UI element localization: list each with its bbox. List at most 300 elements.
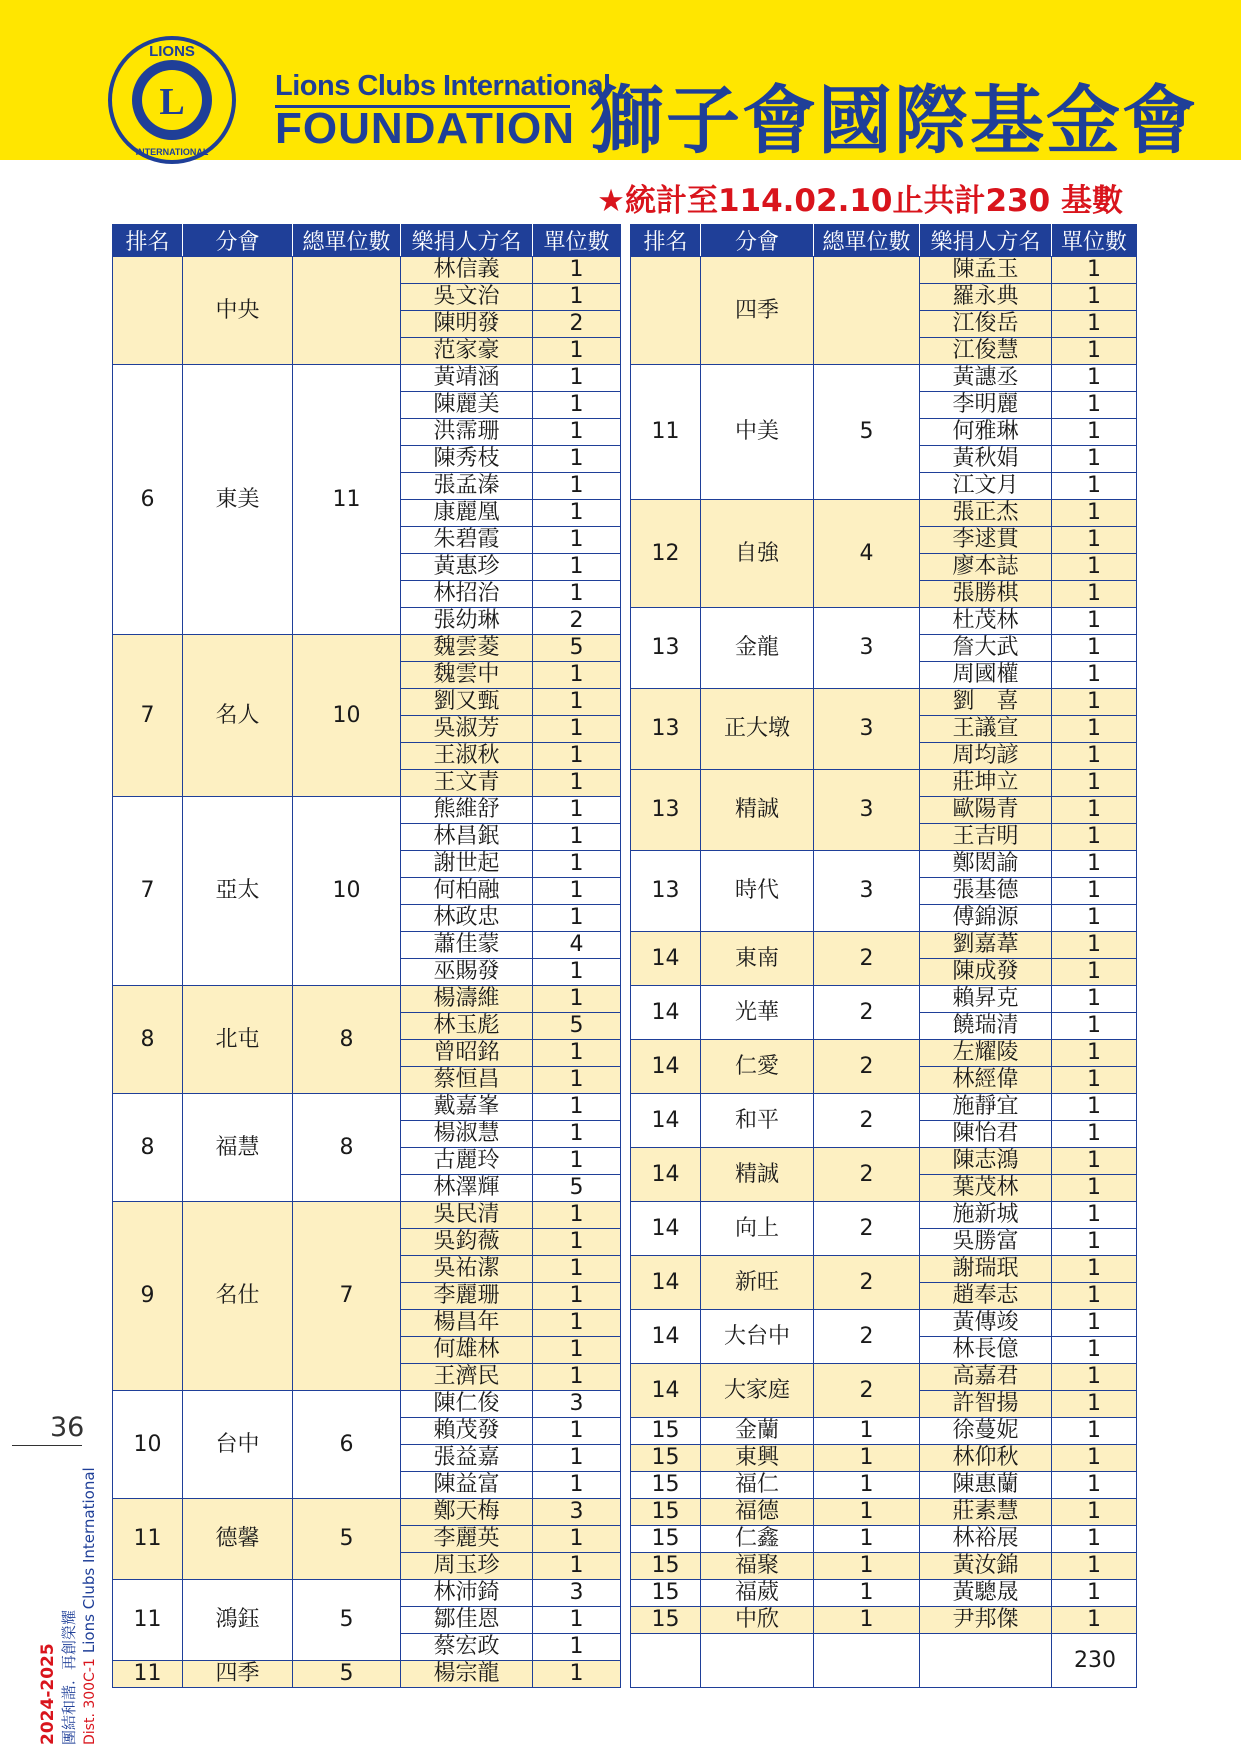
donor-name-cell: 蕭佳蒙 — [401, 932, 533, 959]
club-club-cell: 福仁 — [701, 1472, 814, 1499]
total-row — [631, 1634, 1137, 1688]
donor-units-cell: 1 — [1052, 959, 1137, 986]
table-row — [113, 365, 621, 392]
donor-units-cell: 1 — [533, 1229, 621, 1256]
club-club-cell: 東南 — [701, 932, 814, 986]
donor-units-cell: 1 — [1052, 446, 1137, 473]
donor-name-cell: 林玉彪 — [401, 1013, 533, 1040]
club-total-cell: 2 — [814, 1094, 920, 1148]
club-rank-cell: 11 — [113, 1499, 183, 1580]
footer-vertical-text — [38, 1455, 98, 1745]
donor-units-cell: 1 — [1052, 500, 1137, 527]
club-club-cell: 向上 — [701, 1202, 814, 1256]
donor-units-cell: 1 — [1052, 1526, 1137, 1553]
donor-units-cell: 1 — [533, 392, 621, 419]
footer-slogan: 團結和諧．再創榮耀 — [60, 1609, 78, 1745]
donor-name-cell: 林澤輝 — [401, 1175, 533, 1202]
donor-units-cell: 1 — [533, 824, 621, 851]
table-row — [631, 1202, 1137, 1229]
column-header: 樂捐人方名 — [401, 225, 533, 257]
donor-units-cell: 1 — [533, 1472, 621, 1499]
table-row — [631, 1445, 1137, 1472]
column-header: 總單位數 — [814, 225, 920, 257]
donor-units-cell: 1 — [1052, 311, 1137, 338]
table-row — [631, 986, 1137, 1013]
donor-units-cell: 3 — [533, 1499, 621, 1526]
club-total-cell: 3 — [814, 689, 920, 770]
donor-units-cell: 1 — [533, 1310, 621, 1337]
club-club-cell: 北屯 — [183, 986, 293, 1094]
donor-units-cell: 5 — [533, 1175, 621, 1202]
club-total-cell: 1 — [814, 1526, 920, 1553]
club-total-cell: 2 — [814, 1364, 920, 1418]
stat-note: ★統計至114.02.10止共計230 基數 — [597, 183, 1123, 219]
donor-name-cell: 朱碧霞 — [401, 527, 533, 554]
club-rank-cell: 14 — [631, 1148, 701, 1202]
club-club-cell: 中欣 — [701, 1607, 814, 1634]
club-total-cell: 8 — [293, 986, 401, 1094]
donor-name-cell: 陳仁俊 — [401, 1391, 533, 1418]
donor-name-cell: 黃秋娟 — [920, 446, 1052, 473]
footer-district: Dist. 300C-1 — [82, 1658, 98, 1745]
donor-name-cell: 張幼琳 — [401, 608, 533, 635]
donor-units-cell: 1 — [1052, 1256, 1137, 1283]
club-rank-cell: 13 — [631, 689, 701, 770]
donor-units-cell: 1 — [1052, 770, 1137, 797]
grand-total-cell: 230 — [1052, 1634, 1137, 1688]
donor-name-cell: 廖本誌 — [920, 554, 1052, 581]
donor-name-cell: 林長億 — [920, 1337, 1052, 1364]
donor-name-cell: 古麗玲 — [401, 1148, 533, 1175]
table-row — [631, 1364, 1137, 1391]
donor-name-cell: 張基德 — [920, 878, 1052, 905]
donor-units-cell: 1 — [1052, 797, 1137, 824]
club-rank-cell: 13 — [631, 851, 701, 932]
donor-units-cell: 1 — [1052, 878, 1137, 905]
donor-units-cell: 1 — [1052, 905, 1137, 932]
donor-name-cell: 林裕展 — [920, 1526, 1052, 1553]
donor-name-cell: 陳麗美 — [401, 392, 533, 419]
club-club-cell: 精誠 — [701, 1148, 814, 1202]
donor-name-cell: 吳民清 — [401, 1202, 533, 1229]
donor-units-cell: 1 — [533, 878, 621, 905]
donor-name-cell: 饒瑞清 — [920, 1013, 1052, 1040]
club-total-cell: 1 — [814, 1472, 920, 1499]
donor-name-cell: 施靜宜 — [920, 1094, 1052, 1121]
club-club-cell: 金蘭 — [701, 1418, 814, 1445]
column-header: 分會 — [701, 225, 814, 257]
donor-units-cell: 1 — [1052, 1121, 1137, 1148]
donor-name-cell: 李麗英 — [401, 1526, 533, 1553]
donor-name-cell: 賴茂發 — [401, 1418, 533, 1445]
table-row — [631, 1607, 1137, 1634]
table-row — [113, 1202, 621, 1229]
donor-name-cell: 許智揚 — [920, 1391, 1052, 1418]
table-row — [631, 1094, 1137, 1121]
donor-name-cell: 陳明發 — [401, 311, 533, 338]
table-row — [631, 257, 1137, 284]
donor-name-cell: 施新城 — [920, 1202, 1052, 1229]
donor-name-cell: 巫賜發 — [401, 959, 533, 986]
donor-name-cell: 蔡恒昌 — [401, 1067, 533, 1094]
donor-units-cell: 1 — [533, 1418, 621, 1445]
table-row — [113, 797, 621, 824]
donor-units-cell: 1 — [1052, 1553, 1137, 1580]
donor-units-cell: 1 — [1052, 1013, 1137, 1040]
donor-name-cell: 杜茂林 — [920, 608, 1052, 635]
donor-name-cell: 黃驄晟 — [920, 1580, 1052, 1607]
donor-name-cell: 楊濤維 — [401, 986, 533, 1013]
club-rank-cell: 13 — [631, 608, 701, 689]
donor-units-cell: 1 — [533, 1607, 621, 1634]
logo-text-bottom: INTERNATIONAL — [135, 147, 209, 157]
club-club-cell: 福慧 — [183, 1094, 293, 1202]
club-club-cell: 四季 — [183, 1661, 293, 1688]
donor-units-cell: 1 — [533, 662, 621, 689]
club-total-cell: 3 — [814, 770, 920, 851]
donor-name-cell: 陳孟玉 — [920, 257, 1052, 284]
table-row — [631, 1553, 1137, 1580]
lions-logo-icon — [108, 36, 236, 164]
donor-name-cell: 黃傳竣 — [920, 1310, 1052, 1337]
club-club-cell: 新旺 — [701, 1256, 814, 1310]
donor-name-cell: 詹大武 — [920, 635, 1052, 662]
donor-units-cell: 1 — [533, 473, 621, 500]
club-total-cell: 3 — [814, 851, 920, 932]
club-rank-cell — [113, 257, 183, 365]
donor-units-cell: 1 — [533, 1148, 621, 1175]
total-row-blank-cell — [814, 1634, 920, 1688]
donor-name-cell: 林信義 — [401, 257, 533, 284]
donor-units-cell: 1 — [1052, 1175, 1137, 1202]
donor-name-cell: 張孟溱 — [401, 473, 533, 500]
donor-units-cell: 1 — [1052, 635, 1137, 662]
donor-name-cell: 范家豪 — [401, 338, 533, 365]
donor-units-cell: 1 — [533, 743, 621, 770]
donor-name-cell: 李逑貫 — [920, 527, 1052, 554]
page-number-rule — [12, 1445, 82, 1446]
club-club-cell: 大台中 — [701, 1310, 814, 1364]
club-club-cell: 福德 — [701, 1499, 814, 1526]
club-total-cell: 2 — [814, 986, 920, 1040]
donor-name-cell: 周玉珍 — [401, 1553, 533, 1580]
donor-name-cell: 江文月 — [920, 473, 1052, 500]
donor-units-cell: 1 — [1052, 1499, 1137, 1526]
column-header: 排名 — [113, 225, 183, 257]
donor-units-cell: 1 — [533, 959, 621, 986]
donor-name-cell: 劉嘉葦 — [920, 932, 1052, 959]
page-title: 獅子會國際基金會 — [590, 78, 1198, 164]
donor-units-cell: 2 — [533, 608, 621, 635]
donor-units-cell: 1 — [1052, 1418, 1137, 1445]
donor-units-cell: 1 — [533, 716, 621, 743]
club-total-cell: 5 — [814, 365, 920, 500]
donor-name-cell: 陳秀枝 — [401, 446, 533, 473]
club-total-cell: 7 — [293, 1202, 401, 1391]
club-club-cell: 光華 — [701, 986, 814, 1040]
donor-units-cell: 1 — [533, 689, 621, 716]
table-row — [113, 1580, 621, 1607]
donor-name-cell: 何柏融 — [401, 878, 533, 905]
donor-units-cell: 1 — [1052, 284, 1137, 311]
donor-name-cell: 傅錦源 — [920, 905, 1052, 932]
donor-units-cell: 1 — [1052, 1607, 1137, 1634]
donor-name-cell: 林經偉 — [920, 1067, 1052, 1094]
donor-name-cell: 陳惠蘭 — [920, 1472, 1052, 1499]
club-rank-cell: 8 — [113, 1094, 183, 1202]
table-row — [631, 689, 1137, 716]
club-rank-cell: 10 — [113, 1391, 183, 1499]
donor-units-cell: 1 — [1052, 986, 1137, 1013]
donor-name-cell: 康麗凰 — [401, 500, 533, 527]
column-header: 總單位數 — [293, 225, 401, 257]
donor-units-cell: 1 — [533, 986, 621, 1013]
donor-units-cell: 3 — [533, 1580, 621, 1607]
donor-name-cell: 林仰秋 — [920, 1445, 1052, 1472]
donor-name-cell: 鄒佳恩 — [401, 1607, 533, 1634]
donor-name-cell: 吳祐潔 — [401, 1256, 533, 1283]
donor-units-cell: 1 — [1052, 608, 1137, 635]
table-header-row — [631, 225, 1137, 257]
donor-units-cell: 1 — [533, 1256, 621, 1283]
donor-units-cell: 1 — [533, 770, 621, 797]
club-club-cell: 中美 — [701, 365, 814, 500]
donor-name-cell: 林招治 — [401, 581, 533, 608]
club-total-cell: 10 — [293, 797, 401, 986]
club-total-cell: 10 — [293, 635, 401, 797]
table-row — [631, 1472, 1137, 1499]
donor-name-cell: 江俊慧 — [920, 338, 1052, 365]
club-total-cell: 5 — [293, 1661, 401, 1688]
donor-units-cell: 1 — [533, 527, 621, 554]
column-header: 分會 — [183, 225, 293, 257]
donor-units-cell: 1 — [533, 284, 621, 311]
donor-units-cell: 1 — [533, 365, 621, 392]
club-rank-cell: 11 — [113, 1661, 183, 1688]
club-rank-cell: 15 — [631, 1418, 701, 1445]
donor-name-cell: 歐陽青 — [920, 797, 1052, 824]
donor-name-cell: 謝瑞珉 — [920, 1256, 1052, 1283]
club-club-cell: 福聚 — [701, 1553, 814, 1580]
club-total-cell: 5 — [293, 1580, 401, 1661]
donor-units-cell: 1 — [1052, 1067, 1137, 1094]
club-rank-cell: 15 — [631, 1499, 701, 1526]
donor-units-cell: 1 — [1052, 473, 1137, 500]
donor-name-cell: 劉又甄 — [401, 689, 533, 716]
donor-name-cell: 陳志鴻 — [920, 1148, 1052, 1175]
club-rank-cell: 8 — [113, 986, 183, 1094]
donor-name-cell: 李明麗 — [920, 392, 1052, 419]
donor-units-cell: 1 — [533, 1040, 621, 1067]
donor-units-cell: 1 — [533, 1337, 621, 1364]
table-row — [631, 1040, 1137, 1067]
club-total-cell: 1 — [814, 1445, 920, 1472]
club-rank-cell: 15 — [631, 1553, 701, 1580]
club-club-cell: 東興 — [701, 1445, 814, 1472]
club-rank-cell: 14 — [631, 1202, 701, 1256]
donor-name-cell: 曾昭銘 — [401, 1040, 533, 1067]
table-row — [631, 1148, 1137, 1175]
donor-name-cell: 熊維舒 — [401, 797, 533, 824]
donor-name-cell: 鄭天梅 — [401, 1499, 533, 1526]
donor-name-cell: 陳益富 — [401, 1472, 533, 1499]
column-header: 單位數 — [1052, 225, 1137, 257]
donor-name-cell: 謝世起 — [401, 851, 533, 878]
donor-name-cell: 葉茂林 — [920, 1175, 1052, 1202]
club-total-cell: 2 — [814, 1310, 920, 1364]
club-total-cell: 6 — [293, 1391, 401, 1499]
club-rank-cell: 11 — [631, 365, 701, 500]
club-club-cell: 和平 — [701, 1094, 814, 1148]
donor-name-cell: 周國權 — [920, 662, 1052, 689]
donor-name-cell: 鄭閎諭 — [920, 851, 1052, 878]
club-club-cell: 時代 — [701, 851, 814, 932]
donor-units-cell: 1 — [1052, 1202, 1137, 1229]
club-club-cell: 東美 — [183, 365, 293, 635]
donor-units-cell: 3 — [533, 1391, 621, 1418]
club-club-cell: 鴻鈺 — [183, 1580, 293, 1661]
donor-name-cell: 賴昇克 — [920, 986, 1052, 1013]
donor-name-cell: 吳鈞薇 — [401, 1229, 533, 1256]
donor-units-cell: 1 — [533, 500, 621, 527]
donor-name-cell: 張正杰 — [920, 500, 1052, 527]
donor-name-cell: 羅永典 — [920, 284, 1052, 311]
club-club-cell: 精誠 — [701, 770, 814, 851]
donor-name-cell: 王文青 — [401, 770, 533, 797]
table-row — [631, 365, 1137, 392]
club-club-cell: 大家庭 — [701, 1364, 814, 1418]
donor-name-cell: 林昌鈱 — [401, 824, 533, 851]
donor-name-cell: 王吉明 — [920, 824, 1052, 851]
club-club-cell: 四季 — [701, 257, 814, 365]
club-rank-cell: 15 — [631, 1472, 701, 1499]
donor-units-cell: 1 — [1052, 1040, 1137, 1067]
footer-year: 2024-2025 — [38, 1643, 58, 1745]
table-row — [631, 608, 1137, 635]
donor-name-cell: 徐蔓妮 — [920, 1418, 1052, 1445]
donor-name-cell: 李麗珊 — [401, 1283, 533, 1310]
donor-units-cell: 1 — [1052, 1148, 1137, 1175]
donor-units-cell: 1 — [533, 446, 621, 473]
donor-units-cell: 1 — [533, 554, 621, 581]
donor-units-cell: 1 — [1052, 527, 1137, 554]
donor-name-cell: 楊昌年 — [401, 1310, 533, 1337]
club-rank-cell: 7 — [113, 635, 183, 797]
table-row — [631, 1580, 1137, 1607]
donor-name-cell: 王濟民 — [401, 1364, 533, 1391]
club-rank-cell: 13 — [631, 770, 701, 851]
donor-units-cell: 1 — [533, 1121, 621, 1148]
donor-units-cell: 1 — [1052, 1094, 1137, 1121]
donor-units-cell: 1 — [533, 257, 621, 284]
donor-name-cell: 吳勝富 — [920, 1229, 1052, 1256]
donor-name-cell: 何雄林 — [401, 1337, 533, 1364]
donor-units-cell: 1 — [533, 1526, 621, 1553]
donor-name-cell: 楊宗龍 — [401, 1661, 533, 1688]
club-club-cell: 正大墩 — [701, 689, 814, 770]
donor-name-cell: 黃惠珍 — [401, 554, 533, 581]
donor-units-cell: 1 — [1052, 257, 1137, 284]
donor-name-cell: 魏雲中 — [401, 662, 533, 689]
club-rank-cell: 15 — [631, 1445, 701, 1472]
club-club-cell: 名仕 — [183, 1202, 293, 1391]
donor-units-cell: 1 — [533, 1445, 621, 1472]
donor-units-cell: 1 — [1052, 554, 1137, 581]
donor-name-cell: 林沛錡 — [401, 1580, 533, 1607]
club-total-cell — [293, 257, 401, 365]
column-header: 單位數 — [533, 225, 621, 257]
donor-name-cell: 林政忠 — [401, 905, 533, 932]
club-club-cell: 金龍 — [701, 608, 814, 689]
club-total-cell: 3 — [814, 608, 920, 689]
donor-name-cell: 戴嘉峯 — [401, 1094, 533, 1121]
donor-units-cell: 1 — [533, 905, 621, 932]
logo-text-top: LIONS — [149, 43, 195, 60]
donor-units-cell: 1 — [1052, 1445, 1137, 1472]
donor-units-cell: 2 — [533, 311, 621, 338]
club-rank-cell: 12 — [631, 500, 701, 608]
page-number: 36 — [50, 1412, 85, 1443]
table-row — [631, 770, 1137, 797]
donor-units-cell: 1 — [1052, 1364, 1137, 1391]
donor-units-cell: 1 — [533, 581, 621, 608]
table-row — [631, 1526, 1137, 1553]
table-row — [113, 1499, 621, 1526]
donor-name-cell: 蔡宏政 — [401, 1634, 533, 1661]
column-header: 樂捐人方名 — [920, 225, 1052, 257]
club-club-cell: 福葳 — [701, 1580, 814, 1607]
club-club-cell: 台中 — [183, 1391, 293, 1499]
club-rank-cell: 15 — [631, 1607, 701, 1634]
donor-name-cell: 吳文治 — [401, 284, 533, 311]
table-row — [631, 1499, 1137, 1526]
table-row — [631, 932, 1137, 959]
donor-units-cell: 1 — [1052, 1229, 1137, 1256]
donor-name-cell: 江俊岳 — [920, 311, 1052, 338]
club-rank-cell: 14 — [631, 1310, 701, 1364]
club-rank-cell: 9 — [113, 1202, 183, 1391]
donor-units-cell: 1 — [1052, 689, 1137, 716]
table-row — [631, 1418, 1137, 1445]
donor-units-cell: 1 — [533, 851, 621, 878]
brand-line1: Lions Clubs International — [275, 70, 611, 102]
column-header: 排名 — [631, 225, 701, 257]
club-club-cell: 仁鑫 — [701, 1526, 814, 1553]
donor-units-cell: 1 — [533, 1553, 621, 1580]
donor-units-cell: 1 — [1052, 1580, 1137, 1607]
table-row — [631, 500, 1137, 527]
table-row — [113, 1391, 621, 1418]
donor-units-cell: 1 — [1052, 851, 1137, 878]
club-rank-cell: 14 — [631, 1364, 701, 1418]
logo-letter: L — [159, 81, 185, 123]
donor-name-cell: 左耀陵 — [920, 1040, 1052, 1067]
donor-name-cell: 陳成發 — [920, 959, 1052, 986]
donor-units-cell: 4 — [533, 932, 621, 959]
donor-units-cell: 1 — [533, 1661, 621, 1688]
club-total-cell: 2 — [814, 1148, 920, 1202]
table-row — [631, 1310, 1137, 1337]
donor-units-cell: 5 — [533, 1013, 621, 1040]
club-rank-cell: 14 — [631, 932, 701, 986]
donor-units-cell: 1 — [1052, 1391, 1137, 1418]
club-total-cell: 1 — [814, 1499, 920, 1526]
donor-name-cell: 尹邦傑 — [920, 1607, 1052, 1634]
club-rank-cell: 14 — [631, 1094, 701, 1148]
donor-units-cell: 1 — [1052, 662, 1137, 689]
donor-name-cell: 張勝棋 — [920, 581, 1052, 608]
club-club-cell: 中央 — [183, 257, 293, 365]
